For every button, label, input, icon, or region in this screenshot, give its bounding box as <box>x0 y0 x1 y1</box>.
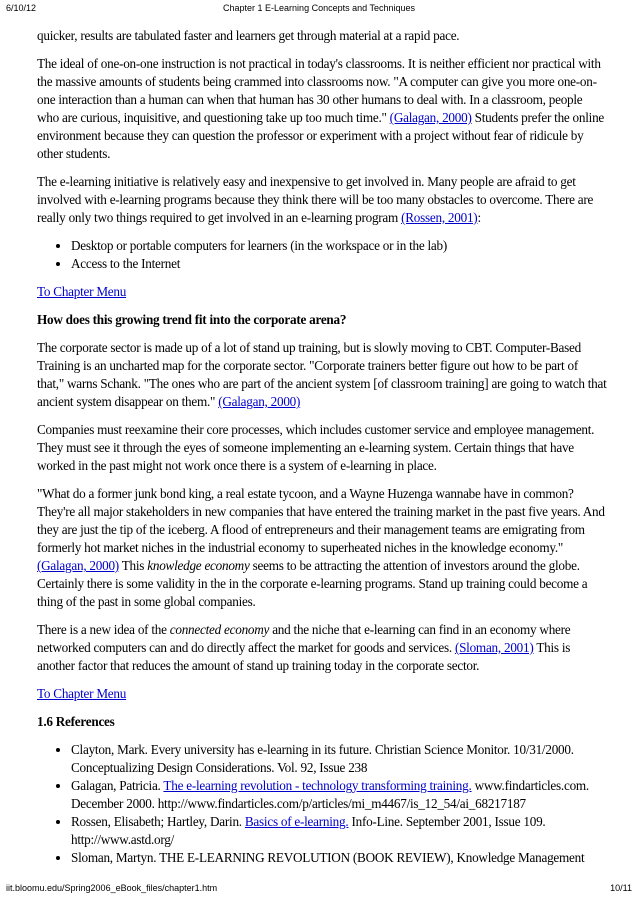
reference-link[interactable]: The e-learning revolution - technology transforming training. <box>163 778 472 793</box>
citation-link[interactable]: (Rossen, 2001) <box>401 210 478 225</box>
chapter-menu-link[interactable]: To Chapter Menu <box>37 686 127 701</box>
paragraph-text: seems to be attracting the attention of investors around the globe. Certainly there is some validity in the in the corporate e-learning programs. Stand up training could become a thing of the past in some global companies. <box>37 558 588 609</box>
requirements-list <box>37 237 607 273</box>
emphasis-text: connected economy <box>169 622 270 637</box>
reference-text: Rossen, Elisabeth; Hartley, Darin. <box>71 814 245 829</box>
paragraph-text: Students prefer the online environment because they can question the professor or experiment with a project without fear of ridicule by other students. <box>37 110 605 161</box>
chapter-menu-link[interactable]: To Chapter Menu <box>37 284 127 299</box>
list-item: • Access to the Internet <box>71 255 607 273</box>
reference-item <box>71 777 607 813</box>
citation-link[interactable]: (Galagan, 2000) <box>389 110 472 125</box>
paragraph-text: This <box>118 558 148 573</box>
emphasis-text: knowledge economy <box>147 558 250 573</box>
paragraph-text: The corporate sector is made up of a lot of stand up training, but is slowly moving to CBT. Computer-Based Training is an uncharted map for the corporate sector. "Corporate trainers better figure out how to be part of that," warns Schank. "The ones who are part of the ancient system [of classroom training] are going to watch that ancient system disappear on them." <box>37 340 607 409</box>
paragraph-stakeholders <box>37 485 607 611</box>
paragraph-initiative <box>37 173 607 227</box>
paragraph-text: The ideal of one-on-one instruction is not practical in today's classrooms. It is neither efficient nor practical with the massive amounts of students being crammed into classrooms now. "A computer can give you more one-on-one interaction than a human can when that human has 30 other humans to deal with. In a classroom, people who are curious, inquisitive, and questioning take up too much time." <box>37 56 601 125</box>
reference-item <box>71 813 607 849</box>
paragraph-continuation: quicker, results are tabulated faster and learners get through material at a rapid pace. <box>37 28 460 43</box>
chapter-menu-paragraph <box>37 685 607 703</box>
print-footer <box>0 883 638 895</box>
paragraph-text: The e-learning initiative is relatively easy and inexpensive to get involved in. Many people are afraid to get involved with e-learning programs because they think there will be too many obstacles to overcome. There are really only two things required to get involved in an e-learning program <box>37 174 594 225</box>
citation-link[interactable]: (Sloman, 2001) <box>454 640 534 655</box>
print-date: 6/10/12 <box>6 3 37 13</box>
paragraph-text: There is a new idea of the <box>37 622 170 637</box>
reference-item: • Sloman, Martyn. THE E-LEARNING REVOLUTION (BOOK REVIEW), Knowledge Management <box>71 849 607 867</box>
reference-text: www.findarticles.com. December 2000. http://www.findarticles.com/p/articles/mi_m4467/is_12_54/ai_68217187 <box>71 778 589 811</box>
paragraph-connected-economy <box>37 621 607 675</box>
section-heading: How does this growing trend fit into the corporate arena? <box>37 312 347 327</box>
citation-link[interactable]: (Galagan, 2000) <box>37 558 119 573</box>
paragraph-processes: Companies must reexamine their core processes, which includes customer service and employee management. They must see it through the eyes of someone implementing an e-learning system. Certain things that have worked in the past might not work once there is a system of e-learning in place. <box>37 422 595 473</box>
paragraph-text: "What do a former junk bond king, a real estate tycoon, and a Wayne Huzenga wannabe have in common? They're all major stakeholders in new companies that have entered the training market in the past five years. And they are just the tip of the iceberg. A flood of entrepreneurs and their management teams are emigrating from formerly hot market niches in the industrial economy to superheated niches in the knowledge economy." <box>37 486 605 555</box>
chapter-menu-paragraph <box>37 283 607 301</box>
reference-text: Galagan, Patricia. <box>71 778 164 793</box>
paragraph-one-on-one <box>37 55 607 163</box>
print-page-number: 10/11 <box>610 883 632 893</box>
reference-item: • Clayton, Mark. Every university has e-learning in its future. Christian Science Monitor. 10/31/2000. Conceptualizing Design Considerations. Vol. 92, Issue 238 <box>71 741 607 777</box>
references-heading: 1.6 References <box>37 714 115 729</box>
reference-text: Info-Line. September 2001, Issue 109. http://www.astd.org/ <box>71 814 546 847</box>
paragraph-corporate <box>37 339 607 411</box>
print-title: Chapter 1 E-Learning Concepts and Techniques <box>223 3 415 13</box>
references-list <box>37 741 607 867</box>
document-body <box>37 27 607 877</box>
reference-link[interactable]: Basics of e-learning. <box>244 814 349 829</box>
print-url: iit.bloomu.edu/Spring2006_eBook_files/chapter1.htm <box>6 883 218 893</box>
paragraph-text: : <box>477 210 481 225</box>
paragraph-text: and the niche that e-learning can find in an economy where networked computers can and do directly affect the market for goods and services. <box>37 622 571 655</box>
list-item: • Desktop or portable computers for learners (in the workspace or in the lab) <box>71 237 607 255</box>
citation-link[interactable]: (Galagan, 2000) <box>218 394 301 409</box>
paragraph-text: This is another factor that reduces the amount of stand up training today in the corporate sector. <box>37 640 571 673</box>
print-header <box>0 3 638 15</box>
